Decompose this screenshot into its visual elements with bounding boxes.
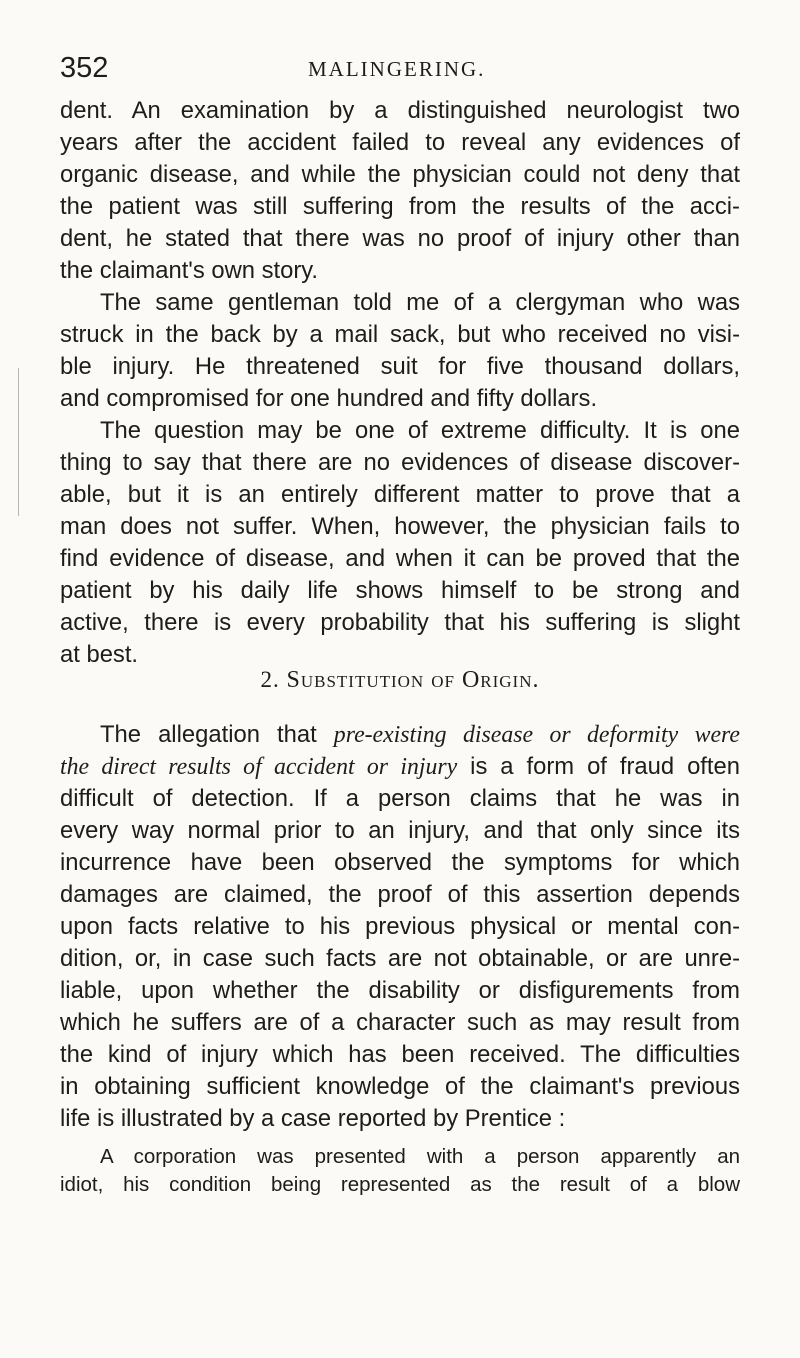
text-line: dition, or, in case such facts are not obtainable, or are unre- <box>60 945 740 972</box>
text-line: liable, upon whether the disability or disfigurements from <box>60 977 740 1004</box>
quote-line: idiot, his condition being represented as the result of a blow <box>60 1173 740 1196</box>
text-line: dent. An examination by a distinguished neurologist two <box>60 97 740 124</box>
text-line: struck in the back by a mail sack, but who received no visi- <box>60 321 740 348</box>
running-head: MALINGERING. <box>308 57 486 81</box>
text-line: in obtaining sufficient knowledge of the claimant's previous <box>60 1073 740 1100</box>
quote-line: A corporation was presented with a person apparently an <box>100 1145 740 1168</box>
text-line: patient by his daily life shows himself to be strong and <box>60 577 740 604</box>
section-number: 2. <box>260 667 280 692</box>
text-line: and compromised for one hundred and fifty dollars. <box>60 385 598 412</box>
text-line: able, but it is an entirely different matter to prove that a <box>60 481 740 508</box>
text-run: is a form of fraud often <box>457 753 741 780</box>
text-line: damages are claimed, the proof of this assertion depends <box>60 881 740 908</box>
text-line: the patient was still suffering from the results of the acci- <box>60 193 740 220</box>
text-line: every way normal prior to an injury, and that only since its <box>60 817 740 844</box>
text-line: incurrence have been observed the symptoms for which <box>60 849 740 876</box>
text-line: thing to say that there are no evidences of disease discover- <box>60 449 740 476</box>
text-line: The same gentleman told me of a clergyman who was <box>100 289 740 316</box>
text-line <box>60 751 740 783</box>
text-run: The allegation that <box>100 721 334 748</box>
page-number: 352 <box>60 52 109 84</box>
margin-rule <box>18 368 19 516</box>
text-line: difficult of detection. If a person claims that he was in <box>60 785 740 812</box>
text-line: find evidence of disease, and when it can be proved that the <box>60 545 740 572</box>
text-line: at best. <box>60 641 139 668</box>
italic-run: pre-existing disease or deformity were <box>333 722 740 748</box>
text-line: which he suffers are of a character such as may result from <box>60 1009 740 1036</box>
section-heading <box>0 667 800 694</box>
text-line: the claimant's own story. <box>60 257 319 284</box>
text-line: life is illustrated by a case reported by Prentice : <box>60 1105 566 1132</box>
text-line: upon facts relative to his previous physical or mental con- <box>60 913 740 940</box>
section-title: Substitution of Origin. <box>286 667 540 693</box>
text-line: ble injury. He threatened suit for five thousand dollars, <box>60 353 740 380</box>
text-line: man does not suffer. When, however, the physician fails to <box>60 513 740 540</box>
text-line: organic disease, and while the physician could not deny that <box>60 161 740 188</box>
italic-run: the direct results of accident or injury <box>60 754 458 780</box>
text-line <box>100 719 740 751</box>
text-line: years after the accident failed to reveal any evidences of <box>60 129 740 156</box>
text-line: dent, he stated that there was no proof of injury other than <box>60 225 740 252</box>
text-line: The question may be one of extreme difficulty. It is one <box>100 417 740 444</box>
text-line: active, there is every probability that his suffering is slight <box>60 609 740 636</box>
text-line: the kind of injury which has been received. The difficulties <box>60 1041 740 1068</box>
